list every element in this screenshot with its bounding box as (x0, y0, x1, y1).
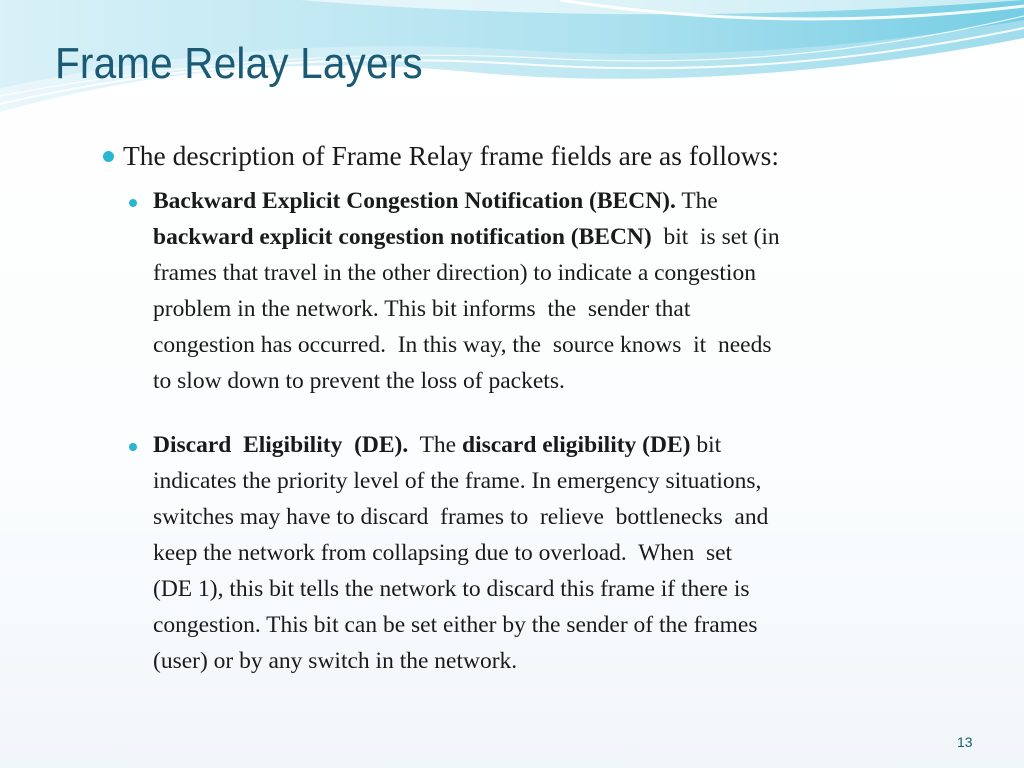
de-line-2: indicates the priority level of the frame. In emergency situations, (153, 468, 762, 494)
page-number: 13 (957, 734, 973, 750)
de-line-5: (DE 1), this bit tells the network to discard this frame if there is (153, 576, 750, 602)
de-heading: Discard Eligibility (DE). (153, 432, 409, 458)
becn-line-5: congestion has occurred. In this way, the source knows it needs (153, 332, 772, 358)
becn-line-2: backward explicit congestion notification (BECN) bit is set (in (153, 224, 780, 250)
becn-bullet (153, 183, 968, 399)
becn-line-4: problem in the network. This bit informs the sender that (153, 296, 691, 322)
becn-heading: Backward Explicit Congestion Notification (BECN). (153, 188, 676, 214)
intro-text: The description of Frame Relay frame fields are as follows: (123, 140, 779, 171)
becn-line-3: frames that travel in the other direction) to indicate a congestion (153, 260, 756, 286)
de-term: discard eligibility (DE) (462, 432, 691, 458)
bullet-dot-icon (103, 151, 114, 162)
becn-line-1: Backward Explicit Congestion Notification (BECN). The (153, 188, 718, 214)
de-line-3: switches may have to discard frames to relieve bottlenecks and (153, 504, 769, 530)
becn-term: backward explicit congestion notification (BECN) (153, 224, 652, 250)
de-line-4: keep the network from collapsing due to overload. When set (153, 540, 733, 566)
de-line-7: (user) or by any switch in the network. (153, 648, 518, 674)
de-line-1: Discard Eligibility (DE). The discard eligibility (DE) bit (153, 432, 722, 458)
de-bullet (153, 427, 968, 679)
becn-line-6: to slow down to prevent the loss of packets. (153, 368, 565, 394)
slide-title: Frame Relay Layers (55, 39, 423, 88)
de-line-6: congestion. This bit can be set either by the sender of the frames (153, 612, 758, 638)
bullet-dot-icon (129, 443, 137, 451)
bullet-dot-icon (129, 199, 137, 207)
